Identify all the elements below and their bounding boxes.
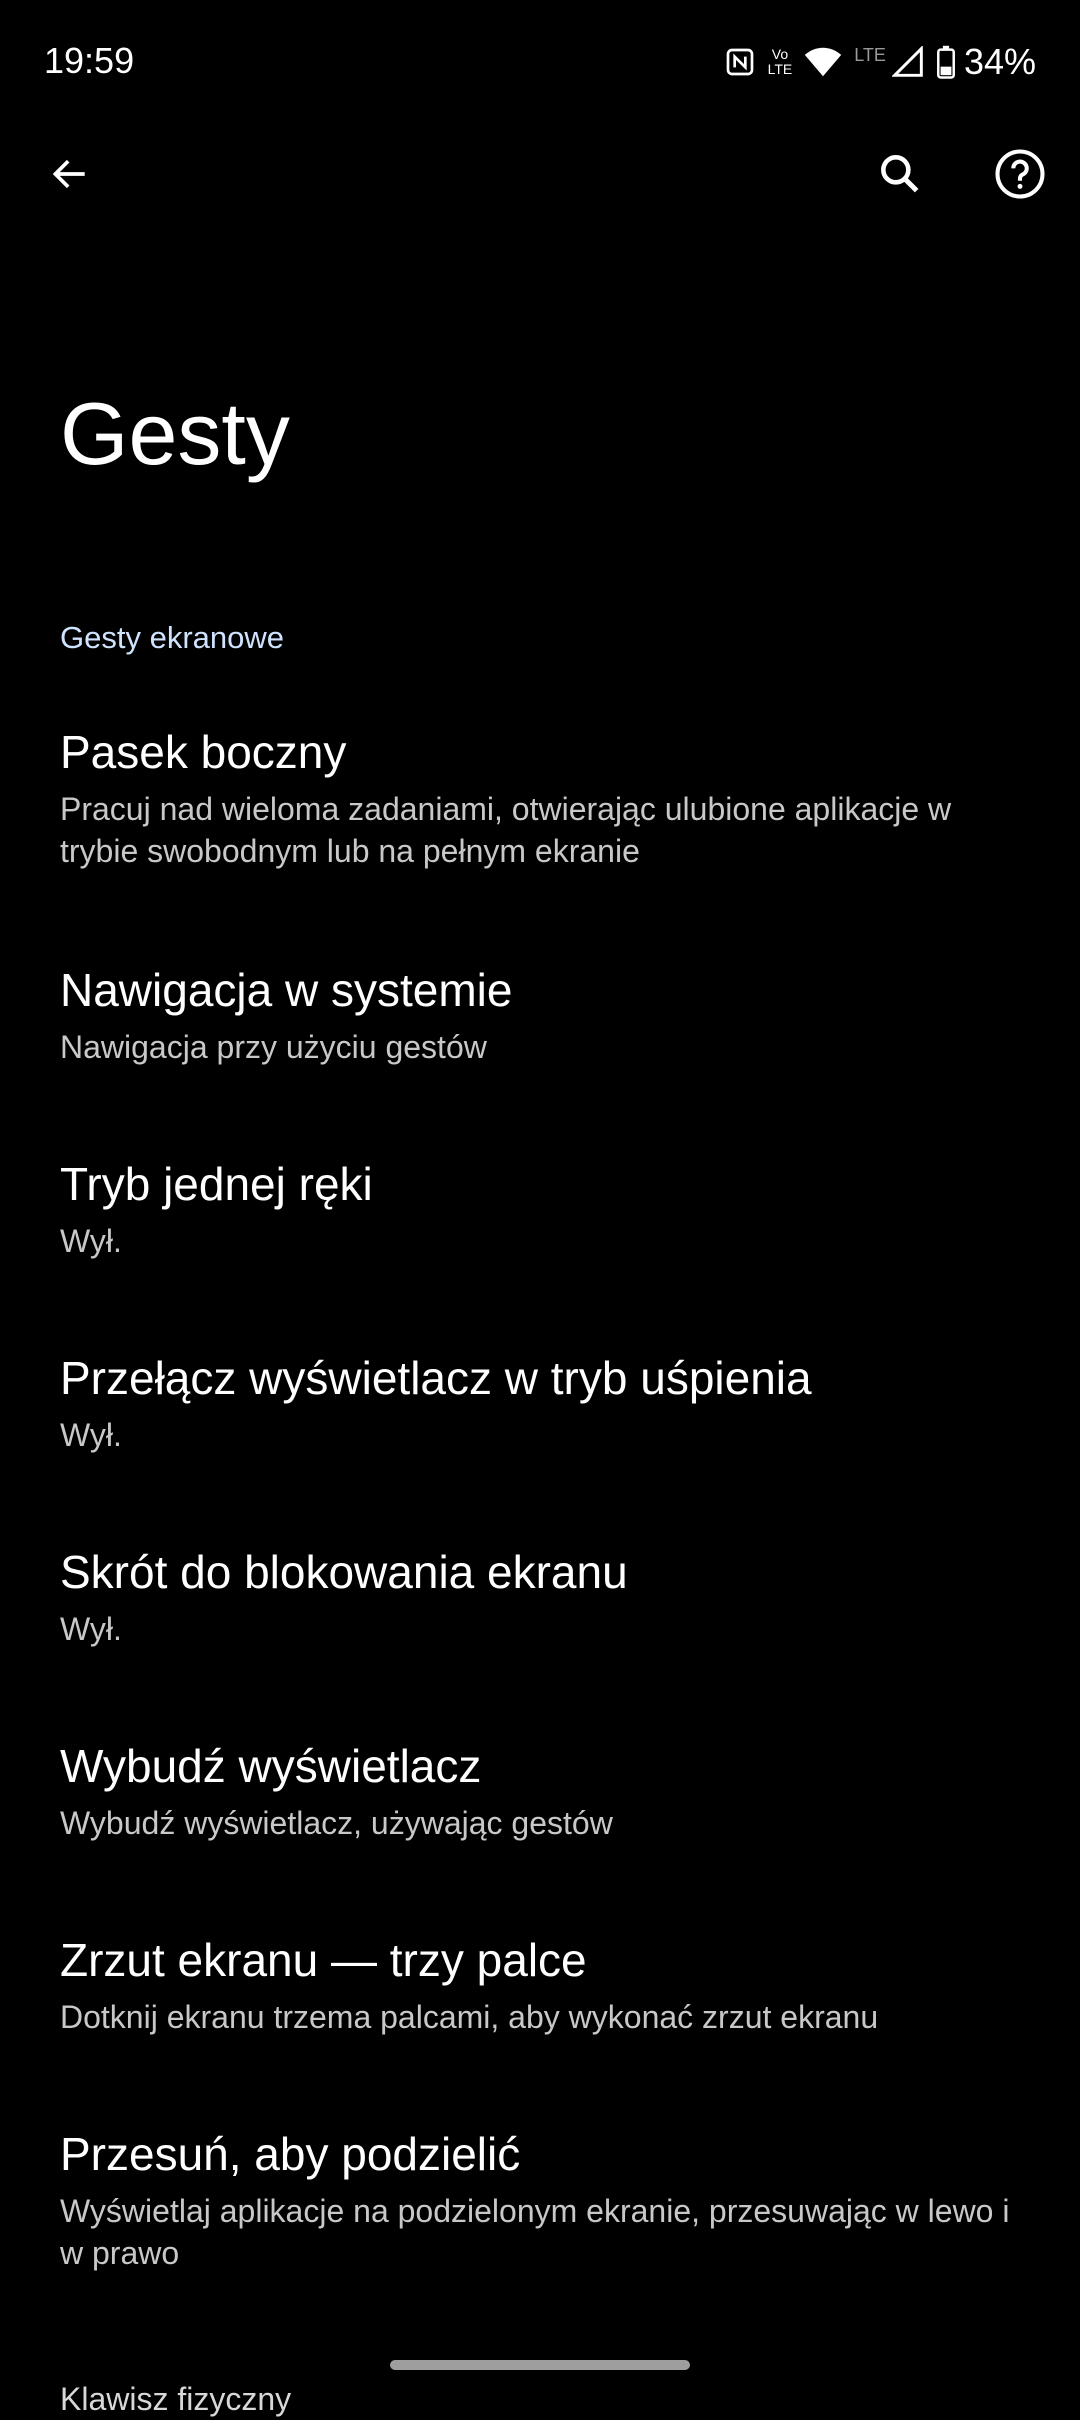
signal-icon <box>892 46 924 78</box>
setting-item-three-finger-screenshot[interactable] <box>0 1930 1080 2038</box>
status-bar <box>0 0 1080 126</box>
help-button[interactable] <box>978 134 1062 218</box>
help-icon <box>993 147 1047 206</box>
volte-icon <box>768 47 793 77</box>
top-app-bar <box>0 126 1080 226</box>
wifi-icon <box>804 46 842 78</box>
setting-summary: Dotknij ekranu trzema palcami, aby wykonać zrzut ekranu <box>60 1999 879 2035</box>
setting-summary: Wył. <box>60 1611 122 1647</box>
setting-title: Skrót do blokowania ekranu <box>60 1546 628 1598</box>
lte-label: LTE <box>854 44 886 65</box>
setting-summary: Pracuj nad wieloma zadaniami, otwierając ulubione aplikacje w trybie swobodnym lub na pełnym ekranie <box>60 791 952 869</box>
setting-item-one-hand-mode[interactable] <box>0 1154 1080 1262</box>
status-icons <box>724 38 1036 86</box>
setting-summary: Wybudź wyświetlacz, używając gestów <box>60 1805 613 1841</box>
setting-title: Przesuń, aby podzielić <box>60 2128 521 2180</box>
setting-title: Pasek boczny <box>60 726 347 778</box>
nfc-icon <box>724 46 756 78</box>
gesture-navigation-handle[interactable] <box>390 2360 690 2370</box>
search-button[interactable] <box>858 134 942 218</box>
setting-item-sidebar[interactable] <box>0 722 1080 872</box>
back-button[interactable] <box>28 134 112 218</box>
back-arrow-icon <box>48 152 92 201</box>
setting-summary: Nawigacja przy użyciu gestów <box>60 1029 487 1065</box>
volte-label-bottom: LTE <box>767 61 793 77</box>
setting-summary: Wył. <box>60 1417 122 1453</box>
section-header-physical-key: Klawisz fizyczny <box>60 2381 292 2417</box>
volte-label-top: Vo <box>771 46 789 62</box>
battery-percent: 34% <box>963 41 1036 82</box>
setting-title: Tryb jednej ręki <box>60 1158 373 1210</box>
setting-item-swipe-to-split[interactable] <box>0 2124 1080 2274</box>
battery-icon <box>936 45 956 79</box>
setting-item-display-sleep[interactable] <box>0 1348 1080 1456</box>
setting-summary: Wyświetlaj aplikacje na podzielonym ekranie, przesuwając w lewo i w prawo <box>60 2193 1010 2271</box>
search-icon <box>875 149 925 204</box>
setting-item-system-navigation[interactable] <box>0 960 1080 1068</box>
setting-item-lock-shortcut[interactable] <box>0 1542 1080 1650</box>
setting-title: Wybudź wyświetlacz <box>60 1740 482 1792</box>
setting-summary: Wył. <box>60 1223 122 1259</box>
status-time: 19:59 <box>44 40 135 81</box>
page-title: Gesty <box>60 384 290 483</box>
setting-title: Nawigacja w systemie <box>60 964 513 1016</box>
setting-item-wake-display[interactable] <box>0 1736 1080 1844</box>
setting-title: Zrzut ekranu — trzy palce <box>60 1934 587 1986</box>
section-header: Gesty ekranowe <box>60 620 284 655</box>
setting-title: Przełącz wyświetlacz w tryb uśpienia <box>60 1352 812 1404</box>
